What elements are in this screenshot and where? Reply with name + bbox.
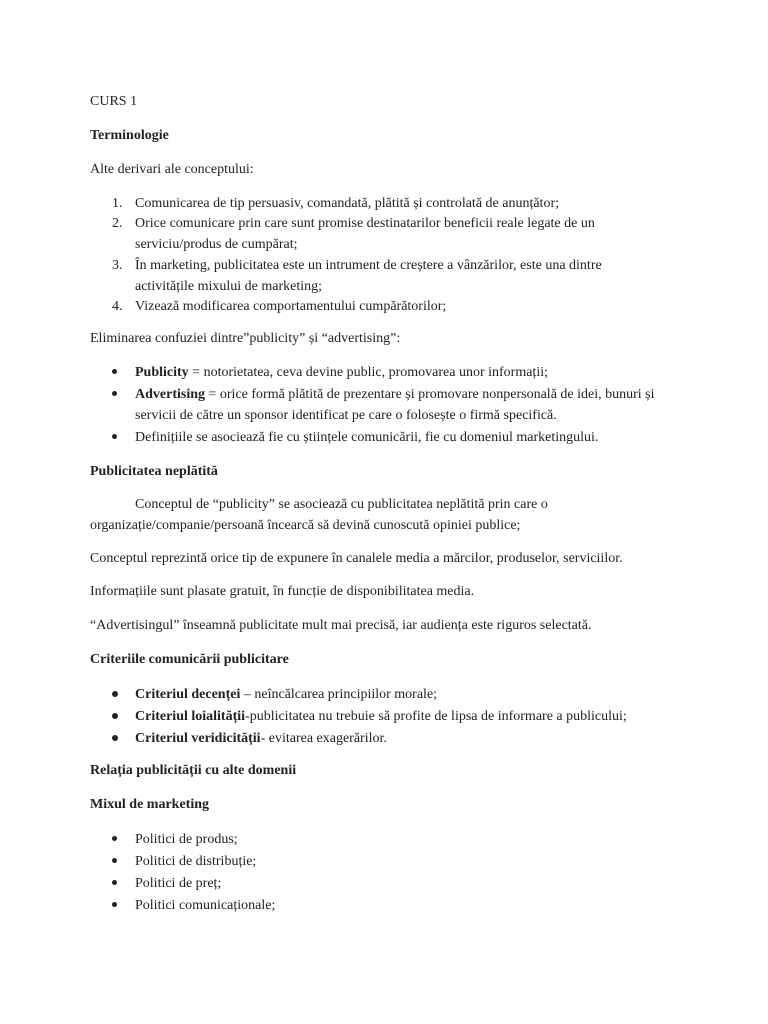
list-number: 2. bbox=[112, 216, 123, 231]
list-number: 1. bbox=[112, 196, 123, 211]
bullet-icon bbox=[112, 851, 117, 872]
criteria-text: - evitarea exagerărilor. bbox=[260, 731, 387, 746]
derivari-intro: Alte derivari ale conceptului: bbox=[90, 162, 254, 177]
bullet-icon bbox=[112, 362, 117, 383]
bullet-icon bbox=[112, 706, 118, 727]
paragraph-line: Conceptul de “publicity” se asociează cu publicitatea neplătită prin care o bbox=[135, 497, 548, 512]
bullet-icon bbox=[112, 895, 117, 916]
list-item-text: În marketing, publicitatea este un intrument de creștere a vânzărilor, este una dintre activitățile mixului de marketing; bbox=[135, 258, 602, 294]
bullet-icon bbox=[112, 684, 118, 705]
list-item-text bbox=[135, 684, 655, 705]
definition-text: = orice formă plătită de prezentare și promovare nonpersonală de idei, bunuri și servicii de către un sponsor identificat pe care o folosește o firmă specifică. bbox=[135, 387, 655, 423]
list-number: 3. bbox=[112, 258, 123, 273]
course-title: CURS 1 bbox=[90, 94, 138, 109]
list-item-text: Orice comunicare prin care sunt promise destinatarilor beneficii reale legate de un serviciu/produs de cumpărat; bbox=[135, 216, 595, 252]
list-item-text: Vizează modificarea comportamentului cumpărătorilor; bbox=[135, 299, 447, 314]
term-advertising: Advertising bbox=[135, 387, 205, 402]
list-item-text: Politici de preț; bbox=[135, 876, 222, 891]
bullet-icon bbox=[112, 829, 117, 850]
list-number: 4. bbox=[112, 299, 123, 314]
criteria-text: – neîncălcarea principiilor morale; bbox=[240, 687, 438, 702]
bullet-icon bbox=[112, 384, 117, 405]
definition-text: = notorietatea, ceva devine public, promovarea unor informații; bbox=[188, 365, 548, 380]
list-item-text bbox=[135, 728, 655, 749]
list-item-text: Politici de produs; bbox=[135, 832, 238, 847]
list-item-text: Definițiile se asociează fie cu științele comunicării, fie cu domeniul marketingului. bbox=[135, 430, 599, 445]
confuzie-intro: Eliminarea confuziei dintre”publicity” și “advertising”: bbox=[90, 331, 401, 346]
heading-terminologie: Terminologie bbox=[90, 128, 169, 143]
list-item-text bbox=[135, 362, 655, 383]
paragraph: Conceptul reprezintă orice tip de expunere în canalele media a mărcilor, produselor, serviciilor. bbox=[90, 551, 623, 566]
heading-criterii: Criteriile comunicării publicitare bbox=[90, 652, 289, 667]
bullet-icon bbox=[112, 873, 117, 894]
term-publicity: Publicity bbox=[135, 365, 189, 380]
list-item-text: Politici comunicaționale; bbox=[135, 898, 276, 913]
bullet-icon bbox=[112, 728, 118, 749]
paragraph-line: organizație/companie/persoană încearcă să devină cunoscută opiniei publice; bbox=[90, 518, 521, 533]
heading-neplatita: Publicitatea neplătită bbox=[90, 464, 218, 479]
list-item-text: Comunicarea de tip persuasiv, comandată, plătită și controlată de anunțător; bbox=[135, 196, 559, 211]
criteria-term: Criteriul loialității bbox=[135, 709, 246, 724]
criteria-term: Criteriul veridicității bbox=[135, 731, 261, 746]
bullet-icon bbox=[112, 427, 117, 448]
criteria-term: Criteriul decenței bbox=[135, 687, 241, 702]
paragraph: “Advertisingul” înseamnă publicitate mult mai precisă, iar audiența este riguros selectată. bbox=[90, 618, 592, 633]
list-item-text: Politici de distribuție; bbox=[135, 854, 257, 869]
list-item-text bbox=[135, 384, 655, 426]
heading-relatia: Relația publicității cu alte domenii bbox=[90, 763, 297, 778]
list-item-text bbox=[135, 706, 655, 727]
criteria-text: -publicitatea nu trebuie să profite de lipsa de informare a publicului; bbox=[245, 709, 627, 724]
heading-mixul: Mixul de marketing bbox=[90, 797, 209, 812]
paragraph: Informațiile sunt plasate gratuit, în funcție de disponibilitatea media. bbox=[90, 584, 475, 599]
